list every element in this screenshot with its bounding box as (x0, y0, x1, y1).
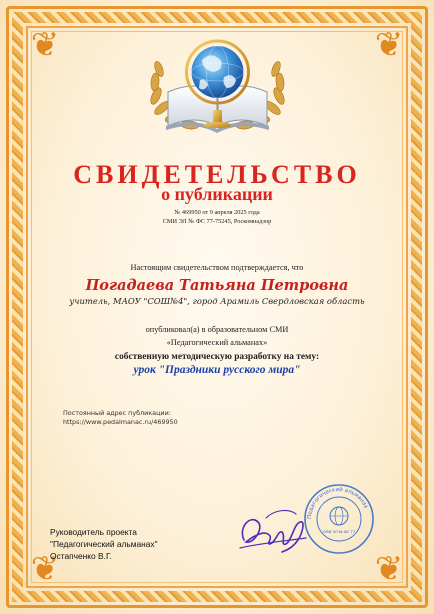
publication-topic: урок "Праздники русского мира" (133, 364, 301, 376)
corner-ornament-bottom-left: ❦ (30, 549, 60, 589)
media-registry: СМИ ЭЛ № ФС 77-75245, Роскомнадзор (162, 218, 272, 225)
publication-address-label: Постоянный адрес публикации: (63, 409, 171, 417)
person-position: учитель, МАОУ "СОШ№4", город Арамиль Свердловская область (69, 296, 365, 306)
seal-ring-text: Педагогический альманах (306, 486, 369, 520)
corner-ornament-top-left: ❦ (30, 25, 60, 65)
seal-center-text: СМИ ЭЛ № ФС 77 (323, 530, 355, 534)
certificate-subtitle: о публикации (161, 184, 273, 204)
confirm-text: Настоящим свидетельством подтверждается, что (130, 263, 304, 272)
media-name: «Педагогический альманах» (166, 338, 268, 347)
manager-role: Руководитель проекта (50, 527, 137, 537)
development-text: собственную методическую разработку на тему: (114, 352, 320, 362)
manager-name: Остапченко В.Г. (50, 551, 112, 561)
corner-ornament-bottom-right: ❦ (374, 549, 404, 589)
publication-address-link[interactable]: https://www.pedalmanac.ru/469950 (63, 418, 178, 426)
certificate-title: СВИДЕТЕЛЬСТВО (73, 160, 361, 189)
globe-on-open-book-icon (140, 22, 295, 147)
published-text: опубликовал(а) в образовательном СМИ (145, 325, 289, 334)
certificate-number: № 469950 от 9 апреля 2025 года (174, 209, 260, 216)
person-name: Погадаева Татьяна Петровна (85, 277, 349, 294)
round-stamp-seal (303, 483, 375, 555)
corner-ornament-top-right: ❦ (374, 25, 404, 65)
svg-text:Педагогический альманах (307, 486, 369, 519)
manager-project: "Педагогический альманах" (50, 539, 158, 549)
